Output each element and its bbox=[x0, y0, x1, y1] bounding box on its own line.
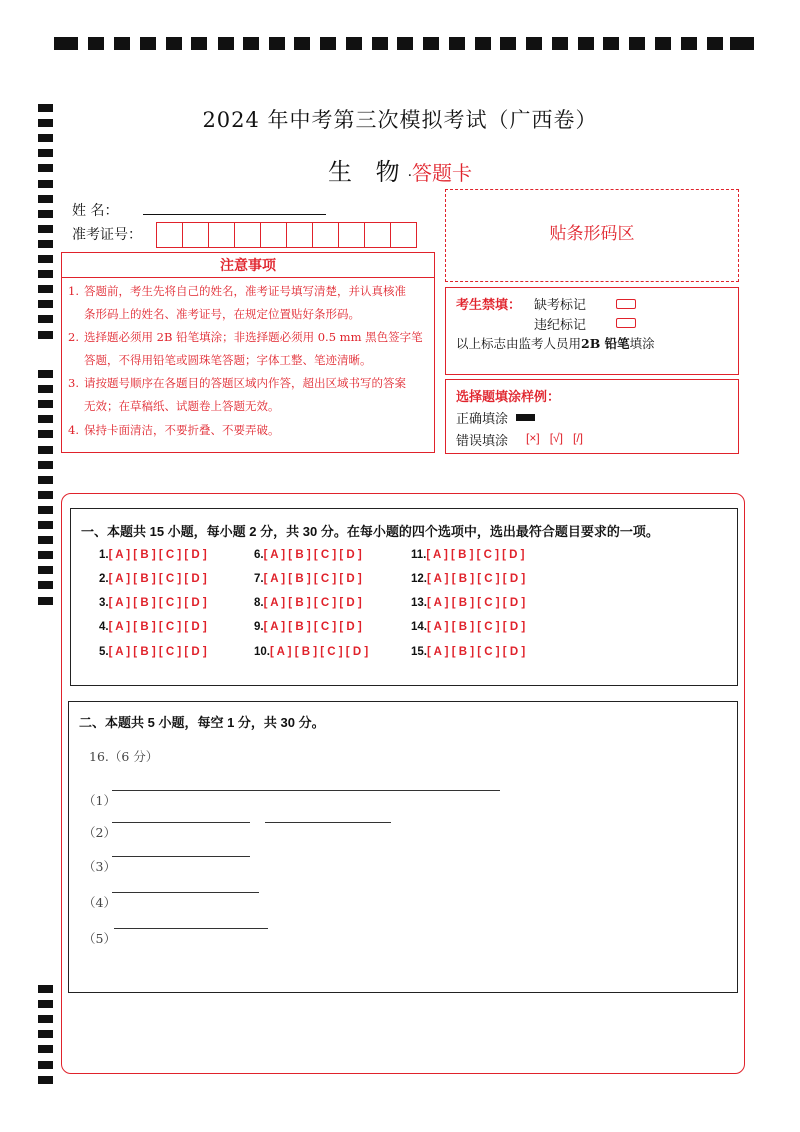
answer-options: [ A ] [ B ] [ C ] [ D ] bbox=[108, 597, 207, 609]
multiple-choice-section bbox=[70, 508, 738, 686]
timing-mark bbox=[38, 536, 53, 544]
question-number: 5. bbox=[99, 646, 109, 658]
sample-title: 选择题填涂样例： bbox=[456, 389, 561, 404]
forbid-note-text: 填涂 bbox=[629, 336, 655, 351]
notice-number: 2. bbox=[68, 330, 79, 344]
question-number: 1. bbox=[99, 549, 109, 561]
timing-mark bbox=[38, 461, 53, 469]
forbid-note-text: 以上标志由监考人员用 bbox=[456, 336, 582, 351]
timing-mark bbox=[38, 521, 53, 529]
wrong-fill-marks bbox=[526, 431, 583, 445]
timing-mark bbox=[38, 1045, 53, 1053]
exam-title: 2024 年中考第三次模拟考试（广西卷） bbox=[202, 108, 598, 132]
timing-mark bbox=[38, 491, 53, 499]
timing-mark bbox=[526, 37, 542, 50]
id-digit-box[interactable] bbox=[209, 223, 235, 247]
timing-mark bbox=[38, 597, 53, 605]
forbid-title: 考生禁填： bbox=[456, 297, 522, 312]
question-number: 13. bbox=[411, 597, 427, 609]
fill-sample-panel bbox=[445, 379, 739, 454]
answer-line[interactable] bbox=[114, 928, 268, 929]
timing-mark bbox=[552, 37, 568, 50]
wrong-fill-label: 错误填涂 bbox=[456, 434, 509, 449]
timing-mark bbox=[88, 37, 104, 50]
choice-question[interactable] bbox=[254, 549, 362, 561]
timing-mark bbox=[269, 37, 285, 50]
id-digit-box[interactable] bbox=[235, 223, 261, 247]
answer-options: [ A ] [ B ] [ C ] [ D ] bbox=[427, 646, 526, 658]
top-timing-marks bbox=[54, 37, 754, 51]
question-number: 6. bbox=[254, 549, 264, 561]
choice-question[interactable] bbox=[99, 573, 207, 585]
fill-in-section bbox=[68, 701, 738, 993]
timing-mark bbox=[166, 37, 182, 50]
id-digit-box[interactable] bbox=[287, 223, 313, 247]
question-number: 9. bbox=[254, 621, 264, 633]
section2-title: 二、本题共 5 小题，每空 1 分，共 30 分。 bbox=[79, 715, 325, 730]
candidate-forbidden-panel bbox=[445, 287, 739, 375]
timing-mark bbox=[38, 566, 53, 574]
answer-options: [ A ] [ B ] [ C ] [ D ] bbox=[108, 646, 207, 658]
choice-question[interactable] bbox=[254, 597, 362, 609]
timing-mark bbox=[114, 37, 130, 50]
question-number: 15. bbox=[411, 646, 427, 658]
absent-mark-box[interactable] bbox=[616, 299, 636, 309]
timing-mark bbox=[500, 37, 516, 50]
timing-mark bbox=[38, 581, 53, 589]
timing-mark bbox=[603, 37, 619, 50]
answer-options: [ A ] [ B ] [ C ] [ D ] bbox=[427, 597, 526, 609]
answer-options: [ A ] [ B ] [ C ] [ D ] bbox=[427, 573, 526, 585]
answer-options: [ A ] [ B ] [ C ] [ D ] bbox=[108, 549, 207, 561]
choice-question[interactable] bbox=[411, 573, 525, 585]
timing-mark bbox=[243, 37, 259, 50]
notice-number: 1. bbox=[68, 284, 79, 298]
answer-line[interactable] bbox=[112, 892, 259, 893]
timing-mark bbox=[38, 506, 53, 514]
question-number: 7. bbox=[254, 573, 264, 585]
blank-label: （4） bbox=[83, 895, 116, 910]
id-digit-box[interactable] bbox=[365, 223, 391, 247]
blank-label: （5） bbox=[83, 931, 116, 946]
timing-mark bbox=[38, 415, 53, 423]
notice-number: 3. bbox=[68, 376, 79, 390]
correct-fill-label: 正确填涂 bbox=[456, 412, 509, 427]
timing-mark bbox=[38, 1030, 53, 1038]
notice-item bbox=[68, 372, 430, 418]
choice-question[interactable] bbox=[254, 646, 368, 658]
answer-options: [ A ] [ B ] [ C ] [ D ] bbox=[427, 621, 526, 633]
timing-mark bbox=[38, 225, 53, 233]
timing-mark bbox=[38, 255, 53, 263]
answer-line[interactable] bbox=[112, 822, 250, 823]
timing-mark bbox=[372, 37, 388, 50]
timing-mark bbox=[191, 37, 207, 50]
timing-mark bbox=[475, 37, 491, 50]
forbid-note bbox=[456, 334, 655, 352]
blank-label: （1） bbox=[83, 793, 116, 808]
id-digit-box[interactable] bbox=[313, 223, 339, 247]
answer-options: [ A ] [ B ] [ C ] [ D ] bbox=[263, 549, 362, 561]
timing-mark bbox=[38, 370, 53, 378]
id-digit-box[interactable] bbox=[183, 223, 209, 247]
card-subtitle bbox=[0, 152, 800, 187]
notice-text: 无效；在草稿纸、试题卷上答题无效。 bbox=[84, 399, 280, 413]
notice-item bbox=[68, 326, 430, 372]
violation-mark-box[interactable] bbox=[616, 318, 636, 328]
timing-mark bbox=[397, 37, 413, 50]
answer-line[interactable] bbox=[112, 790, 500, 791]
timing-mark bbox=[449, 37, 465, 50]
timing-mark bbox=[38, 985, 53, 993]
choice-question[interactable] bbox=[99, 621, 207, 633]
notice-number: 4. bbox=[68, 423, 79, 437]
question-number: 12. bbox=[411, 573, 427, 585]
timing-mark bbox=[38, 195, 53, 203]
timing-mark bbox=[38, 285, 53, 293]
absent-mark-label: 缺考标记 bbox=[534, 298, 587, 313]
id-digit-box[interactable] bbox=[391, 223, 416, 247]
answer-line[interactable] bbox=[265, 822, 391, 823]
timing-mark bbox=[38, 476, 53, 484]
barcode-area[interactable]: 贴条形码区 bbox=[445, 189, 739, 282]
name-label: 姓 名： bbox=[72, 203, 119, 219]
timing-mark bbox=[38, 315, 53, 323]
choice-question[interactable] bbox=[411, 549, 525, 561]
choice-question[interactable] bbox=[99, 549, 207, 561]
subject-name: 生 物 bbox=[327, 158, 408, 186]
choice-question[interactable] bbox=[254, 573, 362, 585]
answer-line[interactable] bbox=[112, 856, 250, 857]
choice-question[interactable] bbox=[99, 646, 207, 658]
choice-question[interactable] bbox=[411, 597, 525, 609]
timing-mark bbox=[38, 446, 53, 454]
timing-mark bbox=[38, 331, 53, 339]
choice-question[interactable] bbox=[99, 597, 207, 609]
timing-mark bbox=[681, 37, 697, 50]
answer-options: [ A ] [ B ] [ C ] [ D ] bbox=[426, 549, 525, 561]
notice-item bbox=[68, 280, 430, 326]
section1-title: 一、本题共 15 小题，每小题 2 分，共 30 分。在每小题的四个选项中，选出最符合题目要求的一项。 bbox=[81, 524, 659, 539]
timing-mark bbox=[629, 37, 645, 50]
timing-mark bbox=[38, 1000, 53, 1008]
notice-title: 注意事项 bbox=[61, 252, 435, 278]
exam-id-label: 准考证号： bbox=[72, 227, 142, 243]
question-number: 10. bbox=[254, 646, 270, 658]
timing-mark bbox=[655, 37, 671, 50]
timing-mark bbox=[294, 37, 310, 50]
timing-mark bbox=[38, 400, 53, 408]
timing-mark bbox=[38, 385, 53, 393]
question-number: 8. bbox=[254, 597, 264, 609]
choice-question[interactable] bbox=[254, 621, 362, 633]
choice-question[interactable] bbox=[411, 621, 525, 633]
forbid-note-bold: 2B 铅笔 bbox=[581, 336, 630, 351]
question-number: 11. bbox=[411, 549, 427, 561]
timing-mark bbox=[38, 430, 53, 438]
subtitle-dot: · bbox=[407, 168, 413, 184]
timing-mark bbox=[38, 1061, 53, 1069]
timing-mark bbox=[707, 37, 723, 50]
timing-mark bbox=[578, 37, 594, 50]
timing-mark bbox=[38, 1015, 53, 1023]
timing-mark bbox=[320, 37, 336, 50]
notice-text: 请按题号顺序在各题目的答题区域内作答，超出区域书写的答案 bbox=[84, 376, 406, 390]
id-digit-box[interactable] bbox=[339, 223, 365, 247]
question-number: 3. bbox=[99, 597, 109, 609]
question-number: 2. bbox=[99, 573, 109, 585]
wrong-mark: [×] bbox=[526, 431, 540, 445]
notice-text: 答题前，考生先将自己的姓名，准考证号填写清楚，并认真核准 bbox=[84, 284, 406, 298]
notice-item bbox=[68, 419, 430, 442]
timing-mark bbox=[38, 240, 53, 248]
timing-mark bbox=[38, 551, 53, 559]
notice-text: 保持卡面清洁，不要折叠、不要弄破。 bbox=[84, 423, 280, 437]
name-field[interactable] bbox=[143, 214, 326, 215]
id-digit-box[interactable] bbox=[261, 223, 287, 247]
answer-options: [ A ] [ B ] [ C ] [ D ] bbox=[263, 621, 362, 633]
timing-mark bbox=[38, 300, 53, 308]
wrong-mark: [/] bbox=[572, 431, 583, 445]
notice-text: 选择题必须用 2B 铅笔填涂；非选择题必须用 0.5 mm 黑色签字笔 bbox=[84, 330, 423, 344]
notice-text: 答题，不得用铅笔或圆珠笔答题；字体工整、笔迹清晰。 bbox=[84, 353, 372, 367]
timing-mark bbox=[423, 37, 439, 50]
correct-fill-mark bbox=[516, 414, 535, 421]
answer-options: [ A ] [ B ] [ C ] [ D ] bbox=[263, 597, 362, 609]
timing-mark bbox=[346, 37, 362, 50]
answer-options: [ A ] [ B ] [ C ] [ D ] bbox=[108, 621, 207, 633]
blank-label: （3） bbox=[83, 859, 116, 874]
question-16-label: 16.（6 分） bbox=[89, 749, 159, 764]
answer-options: [ A ] [ B ] [ C ] [ D ] bbox=[263, 573, 362, 585]
timing-mark bbox=[38, 210, 53, 218]
timing-mark bbox=[730, 37, 754, 50]
timing-mark bbox=[140, 37, 156, 50]
timing-mark bbox=[38, 1076, 53, 1084]
answer-options: [ A ] [ B ] [ C ] [ D ] bbox=[108, 573, 207, 585]
choice-question[interactable] bbox=[411, 646, 525, 658]
answer-card-label: 答题卡 bbox=[412, 161, 473, 185]
timing-mark bbox=[54, 37, 78, 50]
notice-panel bbox=[61, 276, 435, 453]
answer-options: [ A ] [ B ] [ C ] [ D ] bbox=[270, 646, 369, 658]
id-digit-box[interactable] bbox=[157, 223, 183, 247]
timing-mark bbox=[38, 134, 53, 142]
notice-text: 条形码上的姓名、准考证号，在规定位置贴好条形码。 bbox=[84, 307, 360, 321]
question-number: 4. bbox=[99, 621, 109, 633]
timing-mark bbox=[38, 270, 53, 278]
exam-id-boxes[interactable] bbox=[156, 222, 417, 248]
wrong-mark: [√] bbox=[549, 431, 563, 445]
violation-mark-label: 违纪标记 bbox=[534, 318, 587, 333]
question-number: 14. bbox=[411, 621, 427, 633]
blank-label: （2） bbox=[83, 825, 116, 840]
timing-mark bbox=[218, 37, 234, 50]
